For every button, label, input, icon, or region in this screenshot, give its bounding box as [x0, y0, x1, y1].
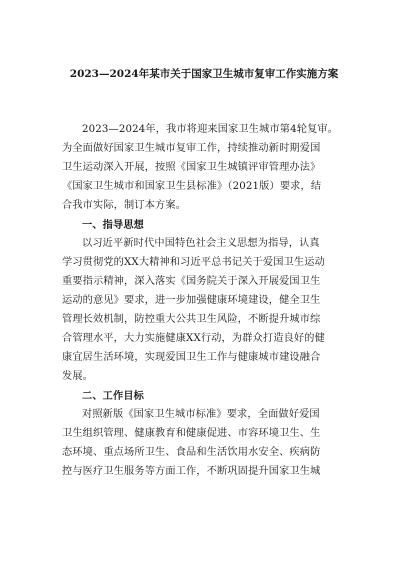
section1-line: 发展。 — [62, 371, 94, 382]
intro-line: 为全面做好国家卫生城市复审工作，持续推动新时期爱国 — [62, 143, 321, 154]
section1-line: 以习近平新时代中国特色社会主义思想为指导，认真 — [82, 238, 320, 249]
intro-line: 2023—2024年，我市将迎来国家卫生城市第4轮复审。 — [82, 124, 339, 135]
section2-line: 卫生组织管理、健康教育和健康促进、市容环境卫生、生 — [62, 428, 321, 439]
document-title: 2023—2024年某市关于国家卫生城市复审工作实施方案 — [69, 68, 339, 80]
section2-line: 控与医疗卫生服务等方面工作，不断巩固提升国家卫生城 — [62, 466, 321, 477]
section-heading-guiding-ideology: 一、指导思想 — [82, 219, 145, 231]
section2-line: 态环境、重点场所卫生、食品和生活饮用水安全、疾病防 — [62, 447, 321, 458]
intro-line: 《国家卫生城市和国家卫生县标准》（2021版）要求，结 — [62, 181, 322, 192]
intro-line: 卫生运动深入开展，按照《国家卫生城镇评审管理办法》 — [62, 162, 321, 173]
section1-line: 管理长效机制，防控重大公共卫生风险，不断提升城市综 — [62, 314, 321, 325]
section-heading-work-goals: 二、工作目标 — [82, 390, 145, 402]
section1-line: 合管理水平，大力实施健康XX行动，为群众打造良好的健 — [62, 333, 325, 344]
section2-line: 对照新版《国家卫生城市标准》要求，全面做好爱国 — [82, 409, 320, 420]
section1-line: 重要指示精神，深入落实《国务院关于深入开展爱国卫生 — [62, 276, 321, 287]
section1-line: 康宜居生活环境，实现爱国卫生工作与健康城市建设融合 — [62, 352, 321, 363]
section1-line: 学习贯彻党的XX大精神和习近平总书记关于爱国卫生运动 — [62, 257, 325, 268]
section1-line: 运动的意见》要求，进一步加强健康环境建设，健全卫生 — [62, 295, 321, 306]
intro-line: 合我市实际，制订本方案。 — [62, 200, 187, 211]
